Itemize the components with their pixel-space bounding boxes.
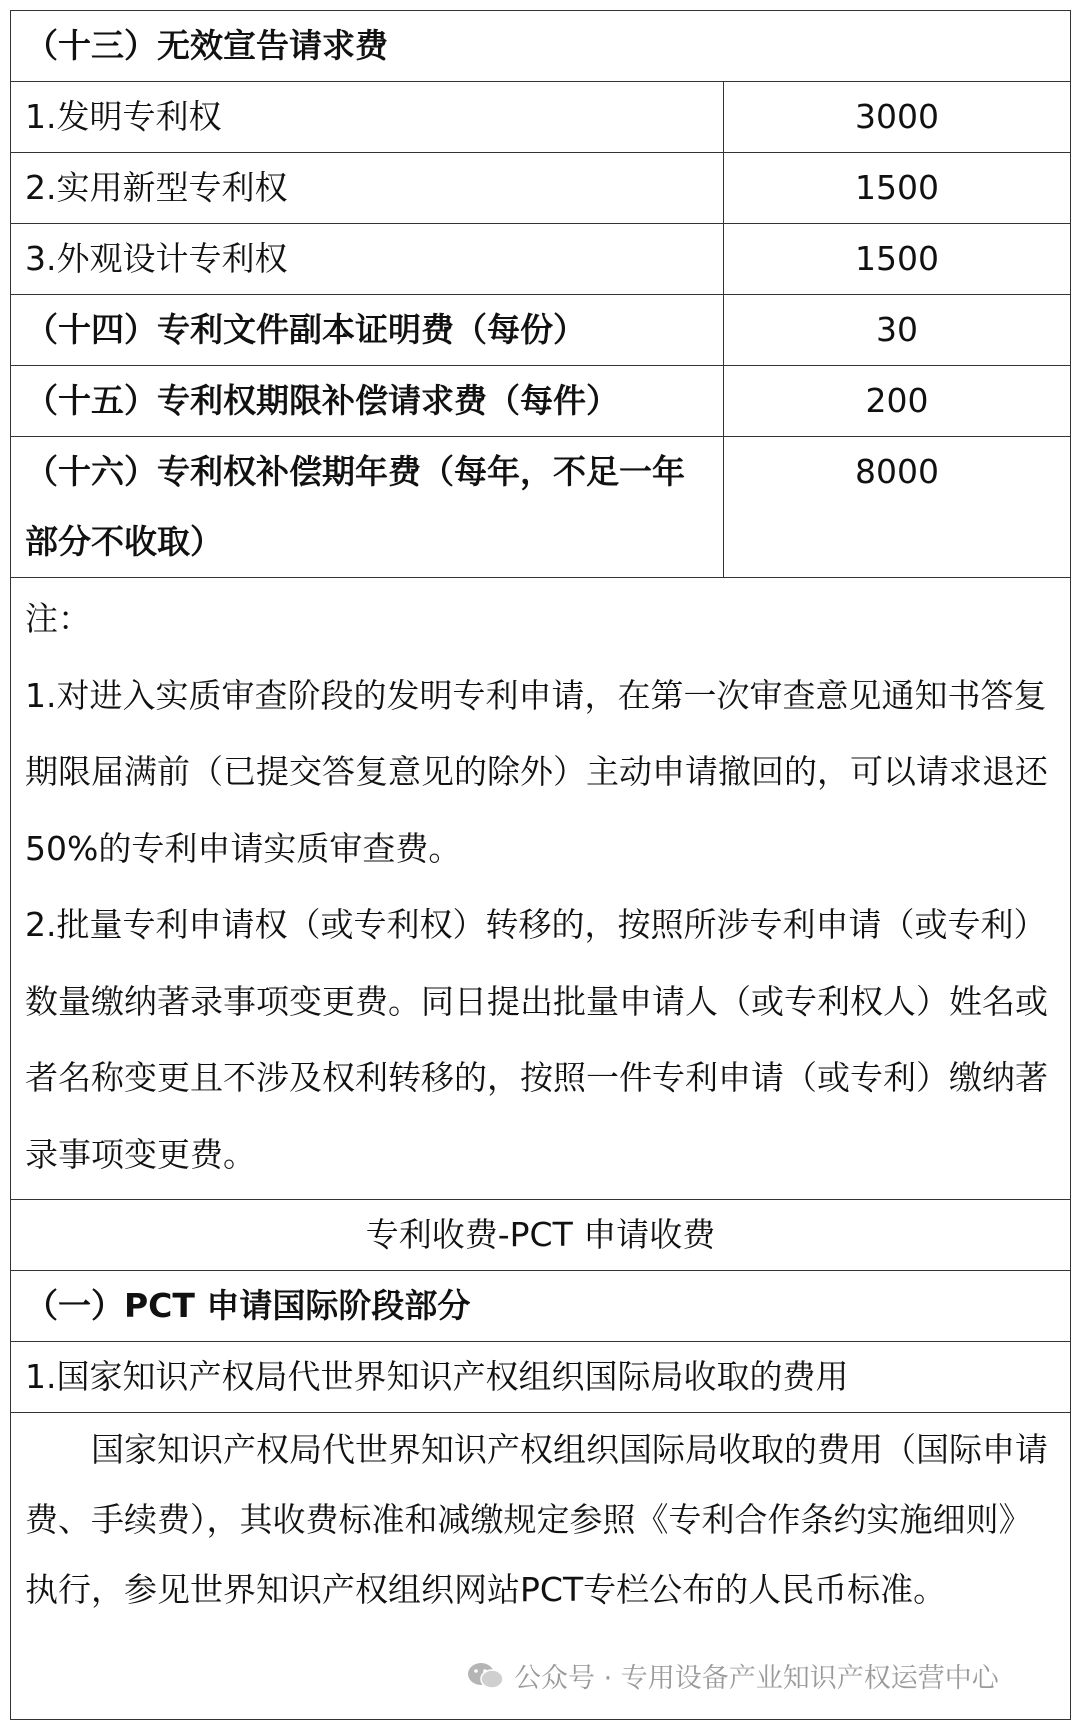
notes-row bbox=[11, 578, 1071, 1200]
section-16-amount: 8000 bbox=[724, 437, 1071, 578]
pct-section-title: （一）PCT 申请国际阶段部分 bbox=[11, 1271, 1071, 1342]
section-16-label: （十六）专利权补偿期年费（每年，不足一年部分不收取） bbox=[11, 437, 724, 578]
fee-amount: 1500 bbox=[724, 224, 1071, 295]
fee-amount: 1500 bbox=[724, 153, 1071, 224]
table-row bbox=[11, 82, 1071, 153]
fee-item-label: 3.外观设计专利权 bbox=[11, 224, 724, 295]
note-item: 1.对进入实质审查阶段的发明专利申请，在第一次审查意见通知书答复期限届满前（已提交答复意见的除外）主动申请撤回的，可以请求退还50%的专利申请实质审查费。 bbox=[25, 675, 1048, 868]
section-13-title: （十三）无效宣告请求费 bbox=[11, 11, 1071, 82]
fee-item-label: 1.发明专利权 bbox=[11, 82, 724, 153]
watermark bbox=[466, 1656, 999, 1695]
section-14-amount: 30 bbox=[724, 295, 1071, 366]
pct-header: 专利收费-PCT 申请收费 bbox=[11, 1200, 1071, 1271]
table-row bbox=[11, 366, 1071, 437]
notes-heading: 注： bbox=[25, 599, 91, 638]
table-row bbox=[11, 295, 1071, 366]
fee-table bbox=[10, 10, 1071, 1720]
fee-amount: 3000 bbox=[724, 82, 1071, 153]
pct-subsection-title: 1.国家知识产权局代世界知识产权组织国际局收取的费用 bbox=[11, 1342, 1071, 1413]
note-item: 2.批量专利申请权（或专利权）转移的，按照所涉专利申请（或专利）数量缴纳著录事项变更费。同日提出批量申请人（或专利权人）姓名或者名称变更且不涉及权利转移的，按照一件专利申请（或专利）缴纳著录事项变更费。 bbox=[25, 905, 1048, 1174]
wechat-icon bbox=[466, 1661, 506, 1691]
fee-item-label: 2.实用新型专利权 bbox=[11, 153, 724, 224]
section-14-label: （十四）专利文件副本证明费（每份） bbox=[11, 295, 724, 366]
fee-table-page bbox=[10, 10, 1070, 1720]
pct-paragraph: 国家知识产权局代世界知识产权组织国际局收取的费用（国际申请费、手续费），其收费标准和减缴规定参照《专利合作条约实施细则》执行，参见世界知识产权组织网站PCT专栏公布的人民币标准。 bbox=[11, 1413, 1071, 1720]
section-15-amount: 200 bbox=[724, 366, 1071, 437]
notes-block bbox=[11, 578, 1071, 1200]
table-row bbox=[11, 437, 1071, 578]
table-row bbox=[11, 224, 1071, 295]
watermark-text: 公众号 · 专用设备产业知识产权运营中心 bbox=[514, 1663, 999, 1694]
table-row bbox=[11, 153, 1071, 224]
section-15-label: （十五）专利权期限补偿请求费（每件） bbox=[11, 366, 724, 437]
